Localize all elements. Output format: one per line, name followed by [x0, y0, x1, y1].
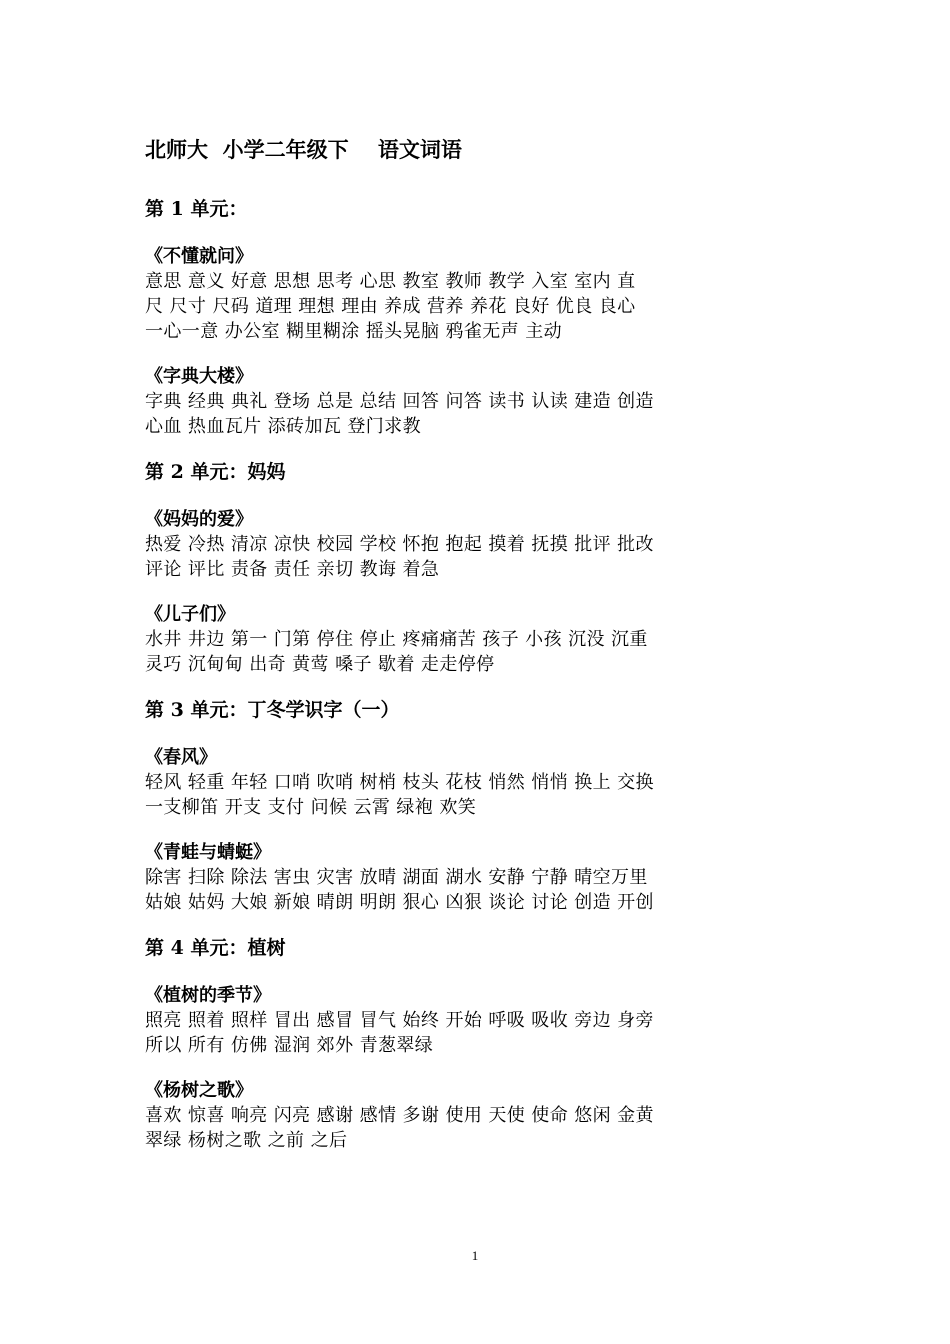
lesson: [145, 840, 815, 915]
lesson: [145, 244, 815, 344]
word-list: 除害 扫除 除法 害虫 灾害 放晴 湖面 湖水 安静 宁静 晴空万里 姑娘 姑妈 大娘 新娘 晴朗 明朗 狠心 凶狠 谈论 讨论 创造 开创: [145, 867, 654, 913]
lesson-title: 《不懂就问》: [145, 246, 253, 267]
unit-3: [145, 697, 815, 915]
lesson: [145, 983, 815, 1058]
lesson: [145, 1078, 815, 1153]
word-list: 热爱 冷热 清凉 凉快 校园 学校 怀抱 抱起 摸着 抚摸 批评 批改 评论 评比 责备 责任 亲切 教诲 着急: [145, 534, 654, 580]
page-number: 1: [471, 1248, 479, 1263]
unit-2: [145, 459, 815, 677]
unit-heading: 第 3 单元：丁冬学识字（一）: [145, 699, 400, 721]
lesson-title: 《春风》: [145, 747, 217, 768]
unit-heading: 第 2 单元：妈妈: [145, 461, 286, 483]
lesson: [145, 507, 815, 582]
document-title: 北师大 小学二年级下 语文词语: [145, 137, 462, 162]
word-list: 字典 经典 典礼 登场 总是 总结 回答 问答 读书 认读 建造 创造 心血 热血瓦片 添砖加瓦 登门求教: [145, 391, 654, 437]
document-page: [145, 136, 815, 1173]
lesson-title: 《字典大楼》: [145, 366, 253, 387]
lesson-title: 《植树的季节》: [145, 985, 271, 1006]
lesson: [145, 602, 815, 677]
lesson: [145, 364, 815, 439]
unit-heading: 第 4 单元：植树: [145, 937, 286, 959]
word-list: 喜欢 惊喜 响亮 闪亮 感谢 感情 多谢 使用 天使 使命 悠闲 金黄 翠绿 杨树之歌 之前 之后: [145, 1105, 654, 1151]
word-list: 照亮 照着 照样 冒出 感冒 冒气 始终 开始 呼吸 吸收 旁边 身旁 所以 所有 仿佛 湿润 郊外 青葱翠绿: [145, 1010, 654, 1056]
lesson-title: 《儿子们》: [145, 604, 235, 625]
unit-4: [145, 935, 815, 1153]
lesson-title: 《妈妈的爱》: [145, 509, 253, 530]
word-list: 轻风 轻重 年轻 口哨 吹哨 树梢 枝头 花枝 悄然 悄悄 换上 交换 一支柳笛 开支 支付 问候 云霄 绿袍 欢笑: [145, 772, 654, 818]
word-list: 水井 井边 第一 门第 停住 停止 疼痛痛苦 孩子 小孩 沉没 沉重 灵巧 沉甸甸 出奇 黄莺 嗓子 歇着 走走停停: [145, 629, 648, 675]
lesson-title: 《杨树之歌》: [145, 1080, 253, 1101]
unit-heading: 第 1 单元：: [145, 198, 248, 220]
lesson: [145, 745, 815, 820]
lesson-title: 《青蛙与蜻蜓》: [145, 842, 271, 863]
word-list: 意思 意义 好意 思想 思考 心思 教室 教师 教学 入室 室内 直 尺 尺寸 尺码 道理 理想 理由 养成 营养 养花 良好 优良 良心 一心一意 办公室 糊里糊涂 摇头晃脑 鸦雀无声 主动: [145, 271, 636, 342]
unit-1: [145, 196, 815, 439]
